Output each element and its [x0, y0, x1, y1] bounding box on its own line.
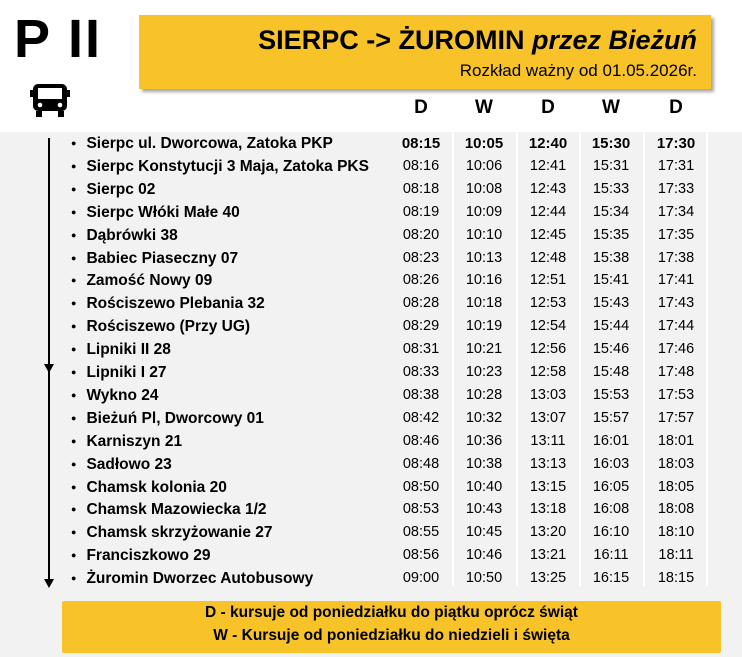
departure-time: 10:21 — [465, 341, 503, 358]
departure-time: 16:10 — [592, 524, 630, 541]
departure-time: 17:53 — [657, 386, 695, 403]
table-row — [0, 476, 742, 499]
stop-name: ● Babiec Piaseczny 07 — [71, 247, 238, 272]
departure-time: 12:40 — [528, 135, 568, 152]
departure-time: 10:32 — [465, 409, 503, 426]
departure-time: 12:43 — [529, 180, 567, 197]
departure-time: 10:13 — [465, 249, 503, 266]
departure-time: 13:11 — [530, 432, 566, 449]
stop-name: ● Żuromin Dworzec Autobusowy — [71, 567, 313, 592]
departure-time: 16:15 — [592, 570, 630, 587]
departure-time: 15:38 — [592, 249, 630, 266]
departure-time: 08:48 — [402, 455, 440, 472]
departure-time: 18:08 — [657, 501, 695, 518]
departure-time: 17:46 — [657, 341, 695, 358]
departure-time: 08:50 — [402, 478, 440, 495]
title-banner — [139, 15, 711, 89]
departure-time: 18:01 — [657, 432, 695, 449]
departure-time: 17:48 — [657, 364, 695, 380]
route-code: P II — [14, 9, 103, 69]
departure-time: 10:09 — [465, 203, 503, 220]
departure-time: 18:15 — [657, 570, 695, 587]
departure-time: 08:55 — [402, 524, 440, 541]
table-row — [0, 132, 742, 155]
departure-time: 17:30 — [656, 135, 696, 152]
table-row — [0, 361, 742, 384]
departure-time: 12:53 — [529, 295, 567, 312]
departure-time: 18:10 — [657, 524, 695, 541]
departure-time: 15:46 — [592, 341, 630, 358]
departure-time: 10:06 — [465, 157, 503, 174]
departure-time: 12:41 — [529, 157, 567, 174]
departure-time: 17:43 — [657, 295, 695, 312]
stop-name: ● Wykno 24 — [71, 384, 159, 409]
route-title-main: SIERPC -> ŻUROMIN — [258, 25, 525, 55]
departure-time: 08:38 — [402, 386, 440, 403]
departure-time: 17:33 — [657, 180, 695, 197]
departure-time: 15:41 — [592, 272, 630, 289]
departure-time: 08:46 — [402, 432, 440, 449]
stop-name: ● Sierpc ul. Dworcowa, Zatoka PKP — [71, 132, 333, 157]
departure-time: 12:58 — [529, 364, 567, 380]
table-row — [0, 544, 742, 567]
departure-time: 08:16 — [402, 157, 440, 174]
departure-time: 10:36 — [465, 432, 503, 449]
departure-time: 18:05 — [657, 478, 695, 495]
departure-time: 17:38 — [657, 249, 695, 266]
route-title-via: przez Bieżuń — [531, 25, 697, 55]
table-row — [0, 224, 742, 247]
departure-time: 08:19 — [402, 203, 440, 220]
departure-time: 08:26 — [402, 272, 440, 289]
departure-time: 08:53 — [402, 501, 440, 518]
departure-time: 08:29 — [402, 318, 440, 335]
departure-time: 17:34 — [657, 203, 695, 220]
departure-time: 08:23 — [402, 249, 440, 266]
departure-time: 10:38 — [465, 455, 503, 472]
departure-time: 10:19 — [465, 318, 503, 335]
stop-name: ● Zamość Nowy 09 — [71, 269, 212, 294]
table-row — [0, 315, 742, 338]
legend-w: W - Kursuje od poniedziałku do niedzieli i święta — [213, 627, 570, 644]
stop-name: ● Sierpc Włóki Małe 40 — [71, 201, 240, 226]
table-row — [0, 567, 742, 590]
bus-icon — [30, 82, 70, 118]
column-header: W — [475, 97, 493, 118]
departure-time: 10:28 — [465, 386, 503, 403]
departure-time: 15:30 — [591, 135, 631, 152]
departure-time: 15:33 — [592, 180, 630, 197]
departure-time: 16:11 — [593, 547, 629, 564]
departure-time: 15:44 — [592, 318, 630, 335]
stop-name: ● Bieżuń Pl, Dworcowy 01 — [71, 407, 264, 432]
departure-time: 13:13 — [529, 455, 567, 472]
departure-time: 13:18 — [529, 501, 567, 518]
stop-name: ● Sierpc Konstytucji 3 Maja, Zatoka PKS — [71, 155, 369, 180]
departure-time: 17:44 — [657, 318, 695, 335]
stop-name: ● Chamsk skrzyżowanie 27 — [71, 521, 273, 546]
departure-time: 10:43 — [465, 501, 503, 518]
departure-time: 18:11 — [658, 547, 694, 564]
table-row — [0, 292, 742, 315]
departure-time: 10:23 — [465, 364, 503, 380]
departure-time: 15:53 — [592, 386, 630, 403]
departure-time: 10:16 — [465, 272, 503, 289]
table-row — [0, 247, 742, 270]
route-title — [258, 25, 697, 56]
table-row — [0, 201, 742, 224]
table-row — [0, 384, 742, 407]
departure-time: 12:54 — [529, 318, 567, 335]
departure-time: 08:15 — [401, 135, 441, 152]
table-row — [0, 521, 742, 544]
table-row — [0, 453, 742, 476]
departure-time: 17:35 — [657, 226, 695, 243]
departure-time: 13:25 — [529, 570, 567, 587]
departure-time: 08:33 — [402, 364, 440, 380]
table-row — [0, 178, 742, 201]
departure-time: 13:20 — [529, 524, 567, 541]
departure-time: 12:51 — [529, 272, 567, 289]
departure-time: 08:18 — [402, 180, 440, 197]
stop-name: ● Sierpc 02 — [71, 178, 155, 203]
departure-time: 13:03 — [529, 386, 567, 403]
departure-time: 10:08 — [465, 180, 503, 197]
stop-name: ● Dąbrówki 38 — [71, 224, 178, 249]
departure-time: 15:31 — [592, 157, 630, 174]
validity-date: Rozkład ważny od 01.05.2026r. — [459, 61, 697, 80]
departure-time: 10:05 — [464, 135, 504, 152]
departure-time: 15:34 — [592, 203, 630, 220]
departure-time: 18:03 — [657, 455, 695, 472]
departure-time: 12:45 — [529, 226, 567, 243]
departure-time: 15:57 — [592, 409, 630, 426]
table-row — [0, 155, 742, 178]
stop-name: ● Franciszkowo 29 — [71, 544, 210, 569]
departure-time: 10:10 — [465, 226, 503, 243]
departure-time: 16:05 — [592, 478, 630, 495]
stop-name: ● Lipniki I 27 — [71, 361, 167, 386]
departure-time: 15:35 — [592, 226, 630, 243]
stop-name: ● Rościszewo Plebania 32 — [71, 292, 265, 317]
departure-time: 17:41 — [657, 272, 695, 289]
departure-time: 08:28 — [402, 295, 440, 312]
departure-time: 12:48 — [529, 249, 567, 266]
legend-d: D - kursuje od poniedziałku do piątku oprócz świąt — [205, 604, 578, 621]
table-row — [0, 338, 742, 361]
departure-time: 16:08 — [592, 501, 630, 518]
departure-time: 15:48 — [592, 364, 630, 380]
departure-time: 09:00 — [402, 570, 440, 587]
departure-time: 17:31 — [657, 157, 695, 174]
departure-time: 12:56 — [529, 341, 567, 358]
departure-time: 15:43 — [592, 295, 630, 312]
column-header: D — [669, 97, 683, 118]
departure-time: 08:56 — [402, 547, 440, 564]
departure-time: 17:57 — [657, 409, 695, 426]
departure-time: 13:07 — [529, 409, 567, 426]
stop-name: ● Rościszewo (Przy UG) — [71, 315, 250, 340]
departure-time: 16:03 — [592, 455, 630, 472]
stop-name: ● Chamsk kolonia 20 — [71, 476, 227, 501]
table-row — [0, 498, 742, 521]
stop-name: ● Sadłowo 23 — [71, 453, 172, 478]
table-row — [0, 407, 742, 430]
departure-time: 10:40 — [465, 478, 503, 495]
departure-time: 10:18 — [465, 295, 503, 312]
departure-time: 08:42 — [402, 409, 440, 426]
column-header: D — [414, 97, 428, 118]
column-header: W — [602, 97, 620, 118]
departure-time: 08:31 — [402, 341, 440, 358]
departure-time: 10:45 — [465, 524, 503, 541]
departure-time: 13:21 — [529, 547, 567, 564]
stop-name: ● Karniszyn 21 — [71, 430, 182, 455]
table-row — [0, 430, 742, 453]
departure-time: 12:44 — [529, 203, 567, 220]
departure-time: 10:50 — [465, 570, 503, 587]
departure-time: 10:46 — [465, 547, 503, 564]
legend-box — [62, 601, 721, 653]
departure-time: 08:20 — [402, 226, 440, 243]
stop-name: ● Lipniki II 28 — [71, 338, 171, 363]
stop-name: ● Chamsk Mazowiecka 1/2 — [71, 498, 267, 523]
departure-time: 13:15 — [529, 478, 567, 495]
table-row — [0, 269, 742, 292]
departure-time: 16:01 — [592, 432, 630, 449]
column-header: D — [541, 97, 555, 118]
